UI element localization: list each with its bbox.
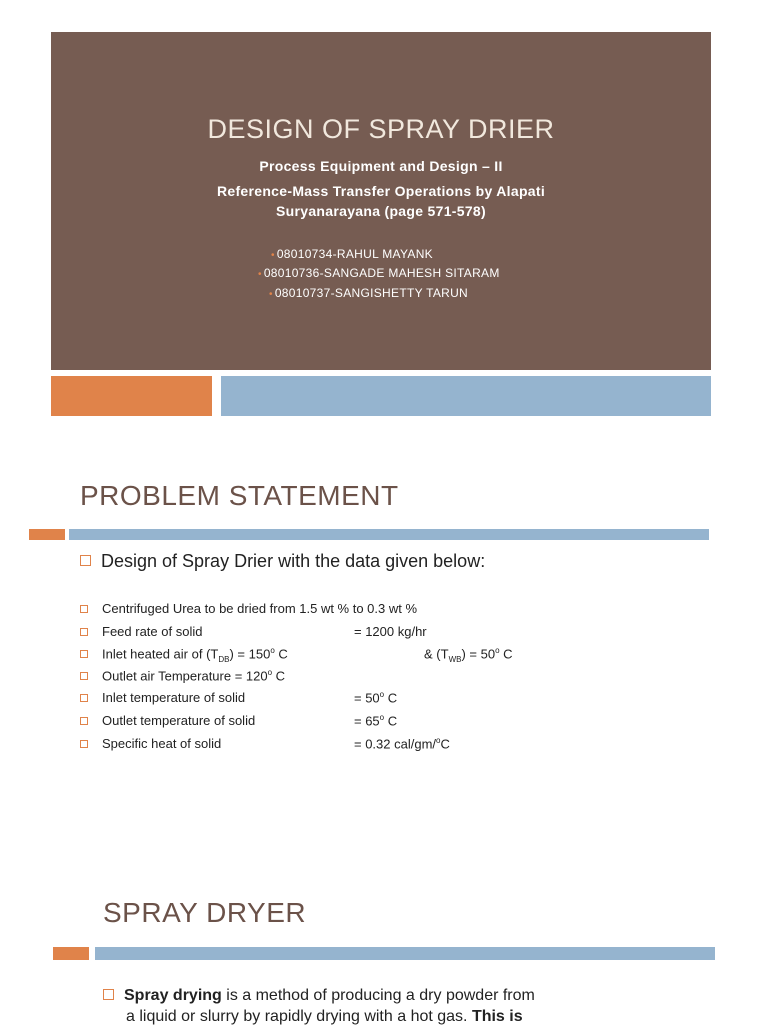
square-bullet-icon xyxy=(80,717,88,725)
blue-accent-bar xyxy=(221,376,711,416)
author-1: • 08010734-RAHUL MAYANK xyxy=(271,247,433,261)
square-bullet-icon xyxy=(80,650,88,658)
reference-line-2: Suryanarayana (page 571-578) xyxy=(276,203,486,219)
course-subtitle: Process Equipment and Design – II xyxy=(259,158,503,174)
square-bullet-icon xyxy=(80,605,88,613)
description-line-2: a liquid or slurry by rapidly drying with a hot gas. This is xyxy=(126,1008,523,1025)
author-2: • 08010736-SANGADE MAHESH SITARAM xyxy=(258,266,500,280)
square-bullet-icon xyxy=(80,694,88,702)
square-bullet-icon xyxy=(103,989,114,1000)
bullet-dot-icon: • xyxy=(269,289,273,300)
spray-drying-description xyxy=(103,985,703,1027)
description-line-1: Spray drying is a method of producing a dry powder from xyxy=(103,985,703,1006)
orange-accent-bar xyxy=(51,376,212,416)
square-bullet-icon xyxy=(80,672,88,680)
square-bullet-icon xyxy=(80,628,88,636)
square-bullet-icon xyxy=(80,555,91,566)
bullet-dot-icon: • xyxy=(271,250,275,261)
blue-divider xyxy=(95,947,715,960)
blue-divider xyxy=(69,529,709,540)
title-slide xyxy=(51,32,711,370)
spray-dryer-title: SPRAY DRYER xyxy=(103,897,307,928)
orange-divider xyxy=(53,947,89,960)
problem-statement-title: PROBLEM STATEMENT xyxy=(80,480,399,511)
square-bullet-icon xyxy=(80,740,88,748)
orange-divider xyxy=(29,529,65,540)
slide-title: DESIGN OF SPRAY DRIER xyxy=(207,114,555,144)
bullet-dot-icon: • xyxy=(258,269,262,280)
reference-line-1: Reference-Mass Transfer Operations by Alapati xyxy=(216,183,546,199)
author-3: • 08010737-SANGISHETTY TARUN xyxy=(269,286,469,300)
main-bullet: Design of Spray Drier with the data given below: xyxy=(80,551,485,572)
